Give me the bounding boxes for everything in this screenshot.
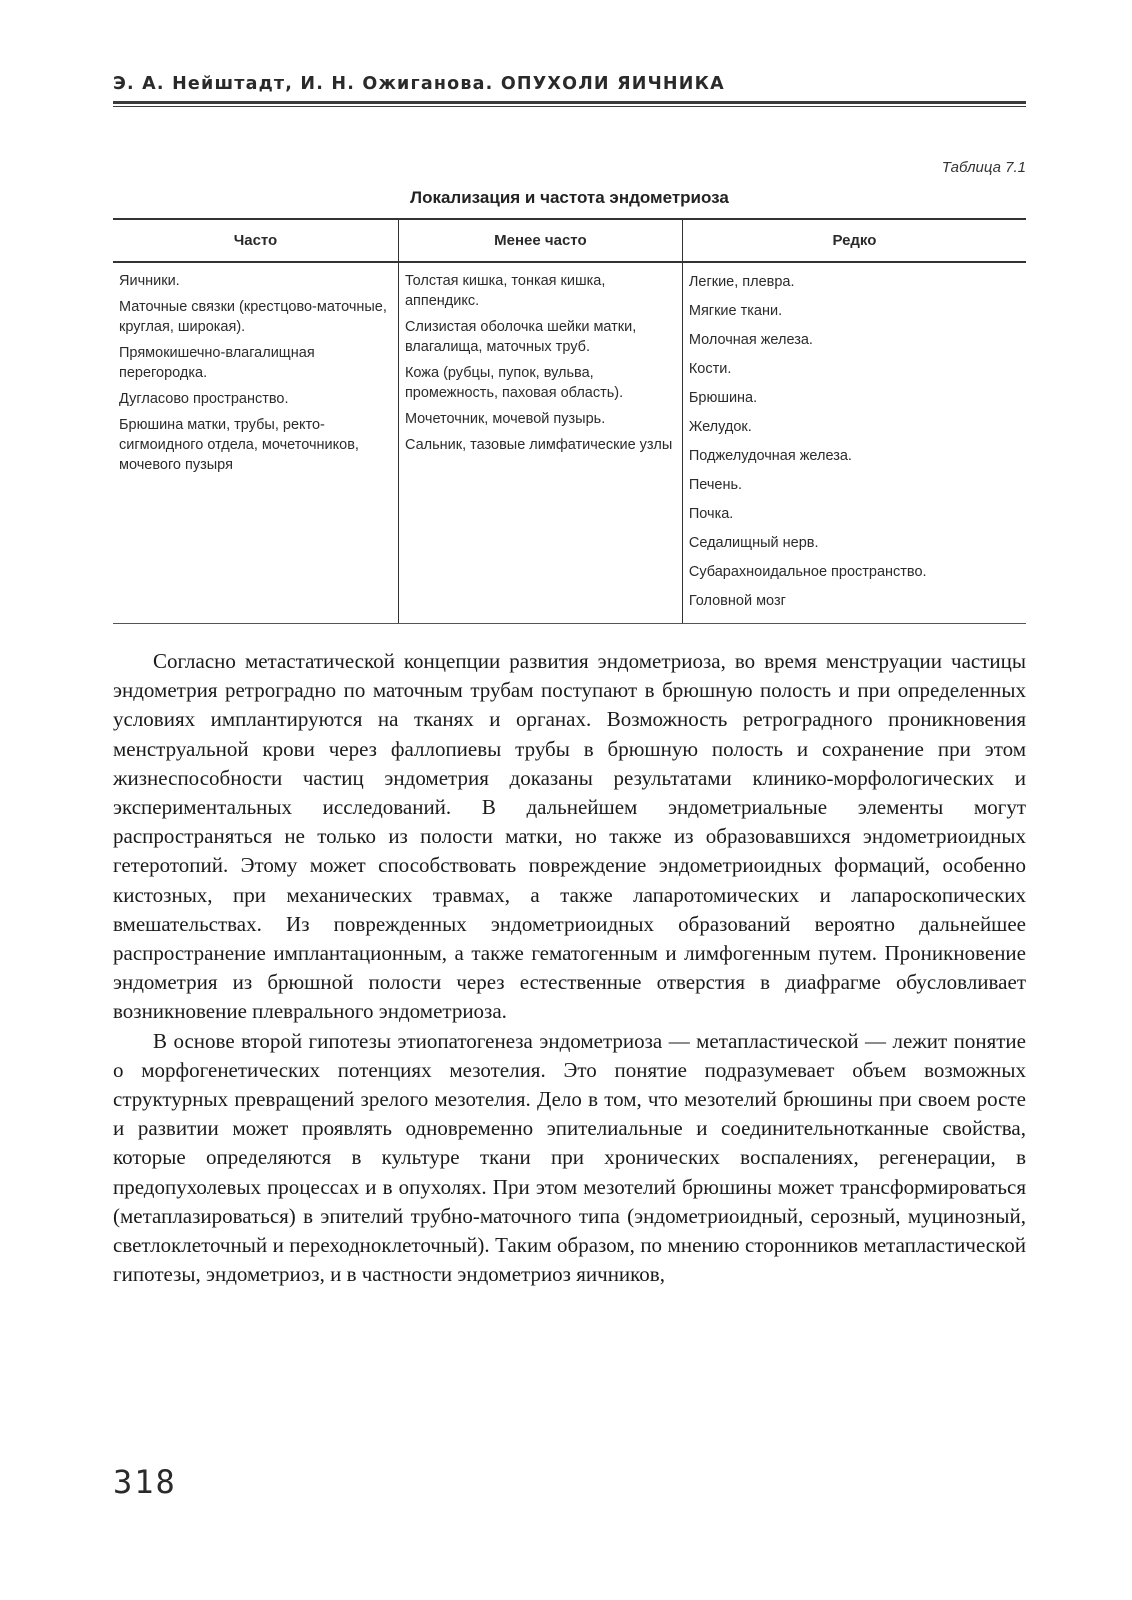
list-item: Мягкие ткани. <box>688 303 783 319</box>
list-item: Кости. <box>688 361 732 377</box>
list-item: Легкие, плевра. <box>688 274 795 290</box>
column-header-rarely: Редко <box>682 219 1026 262</box>
list-item: Слизистая оболочка шейки матки, влагалища, маточных труб. <box>404 319 637 355</box>
column-header-less-often: Менее часто <box>398 219 682 262</box>
table-header-row <box>113 219 1026 262</box>
list-item: Кожа (рубцы, пупок, вульва, промежность, паховая область). <box>404 365 624 401</box>
paragraph: Согласно метастатической концепции развития эндометриоза, во время менструации частицы эндометрия ретроградно по маточным трубам поступают в брюшную полость и при определенных условиях имплантируются на тканях и органах. Возможность ретроградного проникновения менструальной крови через фаллопиевы трубы в брюшную полость и сохранение при этом жизнеспособности частиц эндометрия доказаны результатами клинико-морфологических и экспериментальных исследований. В дальнейшем эндометриальные элементы могут распространяться не только из полости матки, но также из образовавшихся эндометриоидных гетеротопий. Этому может способствовать повреждение эндометриоидных формаций, особенно кистозных, при механических травмах, а также лапаротомических и лапароскопических вмешательствах. Из поврежденных эндометриоидных образований вероятно дальнейшее распространение имплантационным, а также гематогенным и лимфогенным путем. Проникновение эндометрия из брюшной полости через естественные отверстия в диафрагме обусловливает возникновение плеврального эндометриоза. <box>113 649 1026 1024</box>
localization-table <box>113 218 1026 624</box>
table-caption: Таблица 7.1 <box>941 159 1026 176</box>
header-rule <box>113 101 1026 107</box>
page-number: 318 <box>113 1463 177 1501</box>
list-item: Дугласово пространство. <box>119 391 289 407</box>
list-item: Яичники. <box>119 273 180 289</box>
cell-less-often <box>398 262 682 624</box>
list-item: Прямокишечно-влагалищная перегородка. <box>119 345 315 381</box>
list-item: Седалищный нерв. <box>688 535 819 551</box>
table-title: Локализация и частота эндометриоза <box>410 188 729 207</box>
list-item: Молочная железа. <box>688 332 813 348</box>
list-item: Маточные связки (крестцово-маточные, круглая, широкая). <box>119 299 387 335</box>
list-item: Головной мозг <box>688 593 786 609</box>
column-header-often: Часто <box>113 219 398 262</box>
list-item: Мочеточник, мочевой пузырь. <box>404 411 606 427</box>
list-item: Печень. <box>688 477 743 493</box>
list-item: Брюшина. <box>688 390 758 406</box>
list-item: Брюшина матки, трубы, ректо-сигмоидного отдела, мочеточников, мочевого пузыря <box>119 417 359 473</box>
list-item: Почка. <box>688 506 734 522</box>
list-item: Толстая кишка, тонкая кишка, аппендикс. <box>404 273 606 309</box>
list-item: Поджелудочная железа. <box>688 448 852 464</box>
list-item: Субарахноидальное пространство. <box>688 564 927 580</box>
body-text <box>113 647 1026 1289</box>
running-header: Э. А. Нейштадт, И. Н. Ожиганова. ОПУХОЛИ ЯИЧНИКА <box>113 74 725 94</box>
table-row <box>113 262 1026 624</box>
cell-often <box>113 262 398 624</box>
list-item: Желудок. <box>688 419 752 435</box>
cell-rarely <box>682 262 1026 624</box>
paragraph: В основе второй гипотезы этиопатогенеза эндометриоза — метапластической — лежит понятие о морфогенетических потенциях мезотелия. Это понятие подразумевает объем возможных структурных превращений зрелого мезотелия. Дело в том, что мезотелий брюшины при своем росте и развитии может проявлять одновременно эпителиальные и соединительнотканные свойства, которые определяются в культуре ткани при хронических воспалениях, регенерации, в предопухолевых процессах и в опухолях. При этом мезотелий брюшины может трансформироваться (метаплазироваться) в эпителий трубно-маточного типа (эндометриоидный, серозный, муцинозный, светлоклеточный и переходноклеточный). Таким образом, по мнению сторонников метапластической гипотезы, эндометриоз, и в частности эндометриоз яичников, <box>113 1028 1026 1287</box>
list-item: Сальник, тазовые лимфатические узлы <box>404 437 673 453</box>
